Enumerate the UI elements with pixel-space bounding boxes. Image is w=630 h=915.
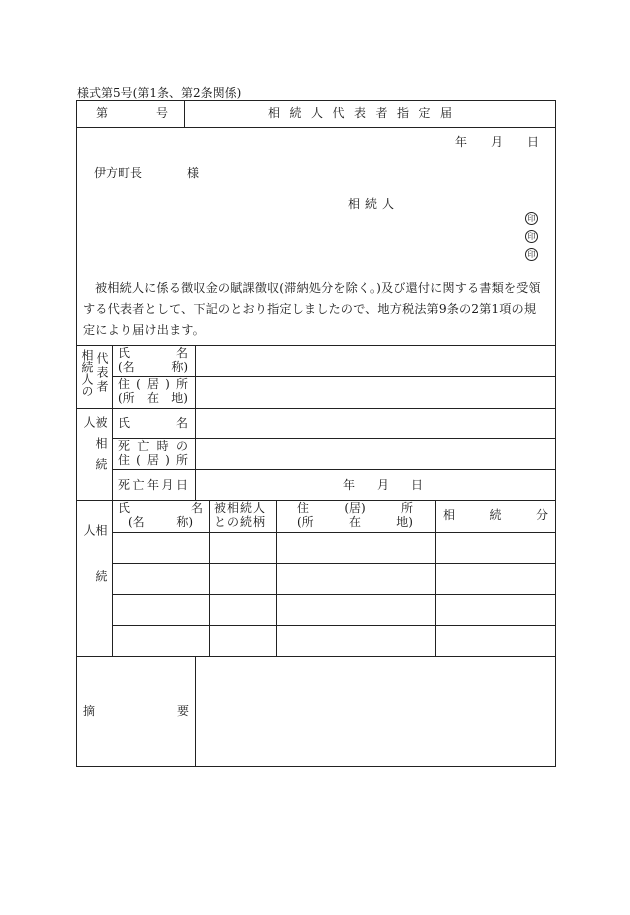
label-char: 時 [156, 439, 169, 453]
label-char: 住 [118, 377, 131, 391]
seal-mark: 印 [525, 212, 538, 225]
deceased-side-label [82, 416, 108, 490]
label-char: 称) [176, 515, 193, 529]
label-char: 死 [118, 478, 131, 492]
label-char: 氏 [118, 416, 131, 430]
year-label: 年 [343, 478, 356, 492]
divider [112, 345, 113, 656]
declaration-text: 被相続人に係る徴収金の賦課徴収(滞納処分を除く。)及び還付に関する書類を受領する代表者として、下記のとおり指定しましたので、地方税法第9条の2第1項の規定により届け出ます。 [83, 281, 541, 337]
label-char: 所 [175, 377, 188, 391]
label-char: (居) [344, 501, 366, 515]
divider [209, 500, 210, 656]
heirs-side-label [82, 524, 108, 632]
vertical-text: 相続人の [80, 349, 94, 397]
divider [112, 563, 556, 564]
applicant-label: 相続人 [348, 197, 400, 211]
label-char: 在 [146, 391, 159, 405]
label-char: ( [136, 377, 141, 391]
label-char: 住 [118, 453, 131, 467]
year-label: 年 [455, 135, 468, 149]
form-title: 相続人代表者指定届 [268, 106, 462, 120]
heir-share-header [443, 509, 548, 522]
label-char: 亡 [132, 478, 145, 492]
rep-name-label [118, 347, 188, 360]
heir-name-header [118, 502, 203, 515]
submission-date [455, 136, 539, 149]
label-char: (名 [118, 360, 135, 374]
deceased-address-label [118, 440, 188, 453]
label-char: の [175, 439, 188, 453]
addressee-name: 伊方町長 [94, 166, 143, 180]
day-label: 日 [526, 135, 539, 149]
label-char: 亡 [137, 439, 150, 453]
vertical-text: 代表者 [95, 352, 109, 394]
label-char: (所 [297, 515, 314, 529]
label-char: 住 [297, 501, 310, 515]
label-char: 在 [348, 515, 361, 529]
label-char: 日 [175, 478, 188, 492]
label-char: (名 [128, 515, 145, 529]
label-char: 相 [443, 508, 456, 522]
day-label: 日 [410, 478, 423, 492]
rep-address-sublabel [118, 392, 188, 405]
heir-relation-header: 被相続人 [214, 501, 267, 515]
label-char: 名 [175, 416, 188, 430]
divider [76, 345, 556, 346]
label-char: 地) [171, 391, 188, 405]
label-char: 所 [175, 453, 188, 467]
divider [195, 345, 196, 500]
label-char: 居 [146, 377, 159, 391]
divider [276, 500, 277, 656]
divider [435, 500, 436, 656]
label-char: 氏 [118, 346, 131, 360]
label-char: ( [136, 453, 141, 467]
divider [112, 469, 556, 470]
divider [112, 532, 556, 533]
divider [76, 656, 556, 657]
remarks-label [83, 705, 189, 718]
number-field-label: 第 号 [96, 106, 169, 120]
label-char: 続 [489, 508, 502, 522]
form-frame [76, 100, 556, 767]
label-char: 居 [146, 453, 159, 467]
label-char: 死 [118, 439, 131, 453]
death-date-label [118, 479, 188, 492]
label-char: 摘 [83, 704, 96, 718]
label-char: 年 [146, 478, 159, 492]
label-char: 名 [190, 501, 203, 515]
form-caption: 様式第5号(第1条、第2条関係) [77, 86, 242, 100]
seal-mark: 印 [525, 248, 538, 261]
label-char: 地) [396, 515, 413, 529]
heir-name-subheader [128, 516, 193, 529]
heir-relation-subheader: との続柄 [214, 515, 267, 529]
heir-address-subheader [297, 516, 413, 529]
label-char: 氏 [118, 501, 131, 515]
divider [76, 500, 556, 501]
death-date-value [343, 479, 423, 492]
label-char: 要 [176, 704, 189, 718]
addressee-honorific: 様 [187, 166, 200, 180]
divider [76, 127, 556, 128]
divider [112, 625, 556, 626]
label-char: 分 [535, 508, 548, 522]
label-char: ) [165, 377, 170, 391]
rep-name-sublabel [118, 361, 188, 374]
label-char: ) [165, 453, 170, 467]
deceased-name-label [118, 417, 188, 430]
seal-mark: 印 [525, 230, 538, 243]
label-char: 名 [175, 346, 188, 360]
label-char: 所 [400, 501, 413, 515]
heir-address-header [297, 502, 413, 515]
representative-side-label-col2 [96, 352, 108, 398]
divider [76, 408, 556, 409]
vertical-text: 相続人 [82, 524, 108, 616]
representative-side-label-col1 [81, 349, 93, 401]
label-char: 称) [171, 360, 188, 374]
month-label: 月 [376, 478, 389, 492]
vertical-text: 被相続人 [82, 416, 108, 479]
rep-address-label [118, 378, 188, 391]
label-char: 月 [161, 478, 174, 492]
divider [112, 594, 556, 595]
label-char: (所 [118, 391, 135, 405]
month-label: 月 [490, 135, 503, 149]
deceased-address-sublabel [118, 454, 188, 467]
divider [195, 656, 196, 767]
divider [184, 100, 185, 127]
